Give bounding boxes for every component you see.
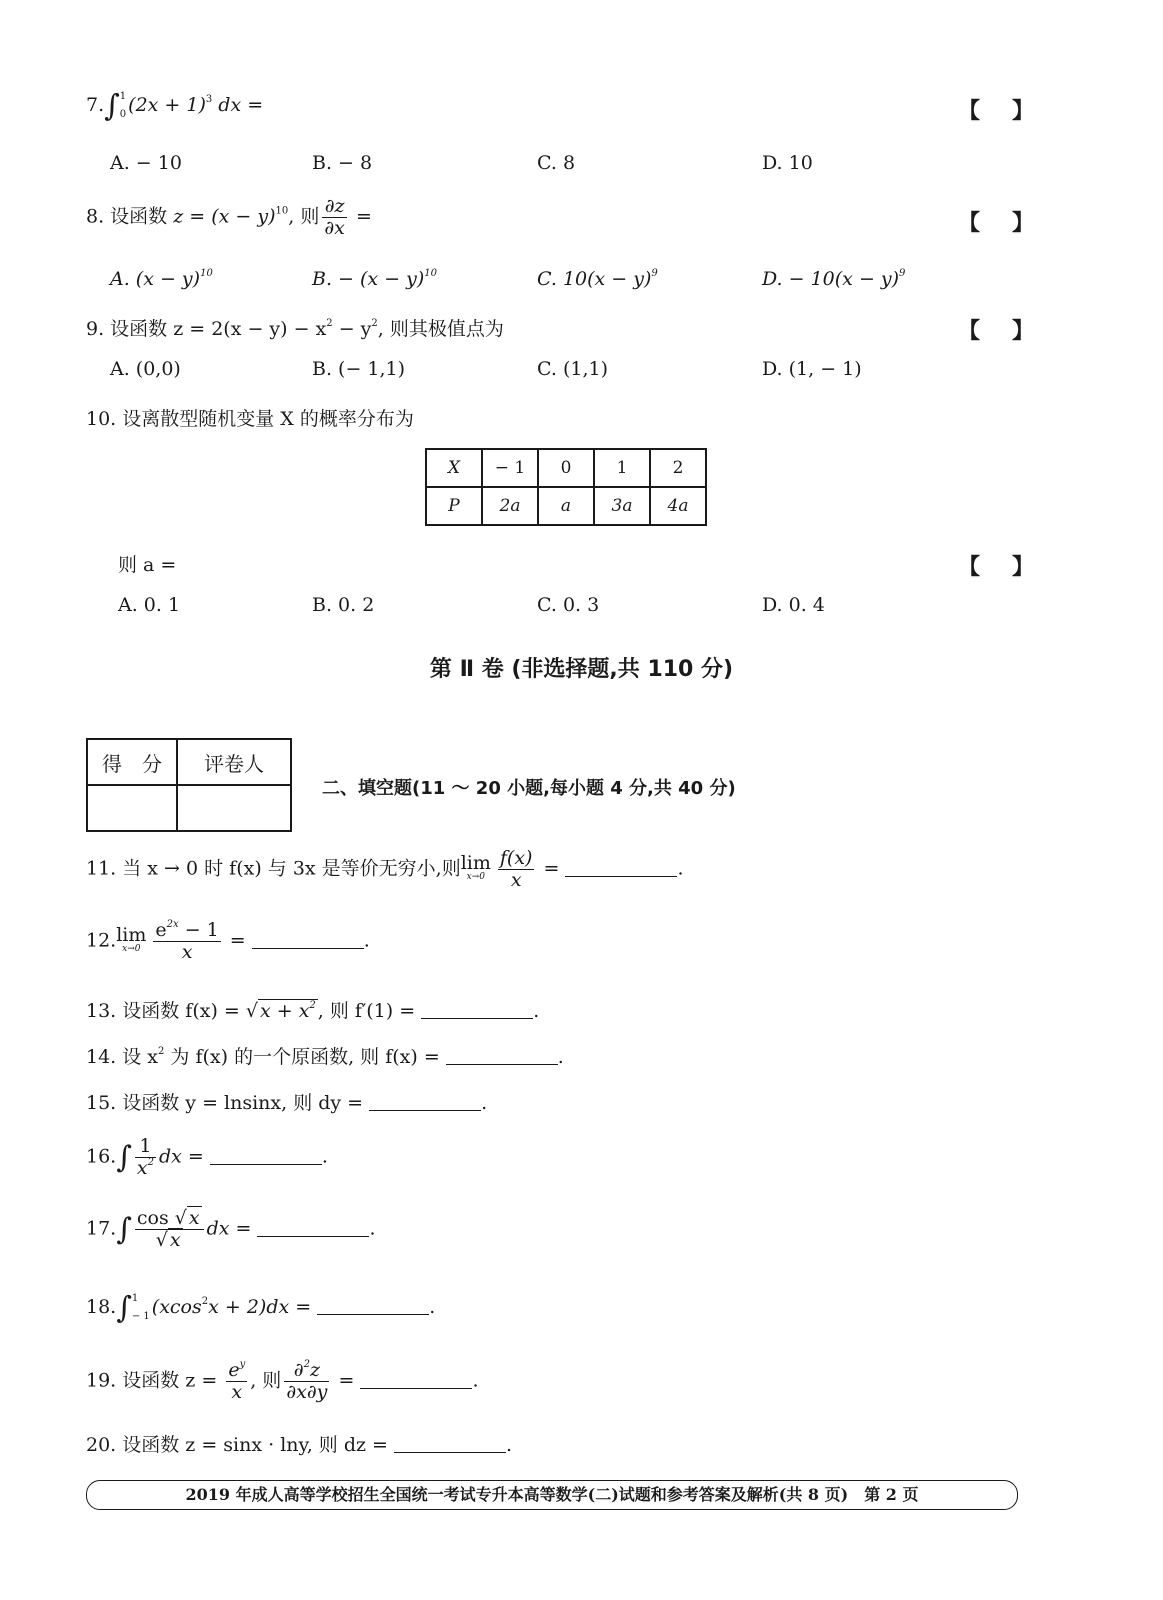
radicand: $x + x^2$	[259, 1000, 316, 1022]
question-7: 7.∫ 1 0 $(2x + 1)^3$ dx =	[86, 88, 264, 124]
answer-blank-14[interactable]	[446, 1046, 558, 1065]
question-18: 18.∫ 1 − 1 (xcos$^2$x + 2)dx = .	[86, 1290, 436, 1326]
partial-derivative-fraction: $\frac{\partial z}{\partial x}$	[324, 195, 345, 239]
q10-option-b: B. 0. 2	[312, 594, 375, 616]
table-row	[426, 487, 706, 525]
q7-option-b: B. − 8	[312, 152, 373, 174]
part-2-title: 二、填空题(11 ～ 20 小题,每小题 4 分,共 40 分)	[322, 778, 736, 799]
q7-option-d: D. 10	[762, 152, 813, 174]
table-cell: a	[538, 487, 594, 525]
table-cell: − 1	[482, 449, 538, 487]
answer-blank-18[interactable]	[317, 1296, 429, 1315]
answer-blank-19[interactable]	[360, 1370, 472, 1389]
question-11: 11. 当 x → 0 时 f(x) 与 3x 是等价无穷小,则lim x→0 $\frac{f(x)}{x}$ = .	[86, 847, 684, 891]
question-12: 12.lim x→0 $\frac{e^{2x} - 1}{x}$ = .	[86, 919, 370, 963]
q8-option-d: D. − $10(x - y)^9$	[762, 268, 906, 290]
partial-derivative-fraction: $\frac{\partial^2z}{\partial x\partial y}$	[286, 1359, 328, 1403]
answer-blank-12[interactable]	[252, 930, 364, 949]
answer-blank-20[interactable]	[394, 1434, 506, 1453]
question-9: 9. 设函数 $z = 2(x - y) - x^2 - y^2$, 则其极值点为	[86, 318, 504, 340]
integral-sign: ∫	[116, 1290, 132, 1326]
question-10-ask: 则 a =	[118, 554, 177, 576]
fraction: $\frac{1}{x^2}$	[136, 1135, 154, 1179]
question-15: 15. 设函数 y = lnsinx, 则 dy = .	[86, 1092, 488, 1114]
fraction: $\frac{e^{2x} - 1}{x}$	[155, 919, 219, 963]
section-title: 第 Ⅱ 卷 (非选择题,共 110 分)	[429, 657, 734, 682]
question-20: 20. 设函数 z = sinx · lny, 则 dz = .	[86, 1434, 513, 1456]
q9-option-d: D. (1, − 1)	[762, 358, 862, 380]
probability-distribution-table	[425, 448, 707, 526]
answer-blank-16[interactable]	[210, 1146, 322, 1165]
table-cell: 3a	[594, 487, 650, 525]
table-cell: 0	[538, 449, 594, 487]
grader-header: 评卷人	[177, 739, 291, 785]
table-cell: 2a	[482, 487, 538, 525]
question-10: 10. 设离散型随机变量 X 的概率分布为	[86, 408, 414, 430]
q7-option-c: C. 8	[537, 152, 576, 174]
q8-option-b: B. − $(x - y)^{10}$	[312, 268, 438, 290]
score-table	[86, 738, 292, 832]
table-cell: P	[426, 487, 482, 525]
q10-option-d: D. 0. 4	[762, 594, 825, 616]
answer-blank-15[interactable]	[369, 1092, 481, 1111]
integral-sign: ∫	[104, 88, 120, 124]
integral-limits: 1 − 1	[131, 1293, 150, 1322]
q8-option-c: C. $10(x - y)^9$	[537, 268, 658, 290]
question-19: 19. 设函数 z = $\frac{e^y}{x}$ , 则 $\frac{\partial^2z}{\partial x\partial y}$ = .	[86, 1359, 479, 1403]
grader-cell[interactable]	[177, 785, 291, 831]
limit-operator: lim x→0	[116, 923, 147, 954]
question-8: 8. 设函数 $z = (x - y)^{10}$, 则 $\frac{\partial z}{\partial x}$ =	[86, 195, 372, 239]
answer-blank-13[interactable]	[421, 1000, 533, 1019]
question-17: 17.∫ $\frac{\cos √ x}{√ x}$ dx = .	[86, 1207, 376, 1251]
q8-option-a: A. $(x - y)^{10}$	[110, 268, 213, 290]
page-footer: 2019 年成人高等学校招生全国统一考试专升本高等数学(二)试题和参考答案及解析(共 8 页) 第 2 页	[86, 1480, 1018, 1510]
table-row	[87, 785, 291, 831]
answer-blank-11[interactable]	[565, 858, 677, 877]
table-cell: 4a	[650, 487, 706, 525]
table-row	[426, 449, 706, 487]
score-header: 得 分	[87, 739, 177, 785]
fraction: $\frac{e^y}{x}$	[228, 1359, 246, 1403]
q9-option-b: B. (− 1,1)	[312, 358, 406, 380]
q9-option-a: A. (0,0)	[110, 358, 181, 380]
q9-option-c: C. (1,1)	[537, 358, 608, 380]
question-14: 14. 设 $x^2$ 为 f(x) 的一个原函数, 则 f(x) = .	[86, 1046, 564, 1068]
table-cell: X	[426, 449, 482, 487]
table-cell: 2	[650, 449, 706, 487]
integral-sign: ∫	[116, 1212, 132, 1247]
integral-sign: ∫	[116, 1140, 132, 1175]
limit-operator: lim x→0	[460, 851, 491, 882]
fraction: $\frac{f(x)}{x}$	[499, 847, 533, 891]
q10-option-a: A. 0. 1	[118, 594, 181, 616]
fraction: $\frac{\cos √ x}{√ x}$	[135, 1208, 204, 1251]
q7-option-a: A. − 10	[110, 152, 182, 174]
integral-limits: 1 0	[119, 91, 127, 120]
q10-option-c: C. 0. 3	[537, 594, 600, 616]
question-16: 16.∫ $\frac{1}{x^2}$ dx = .	[86, 1135, 328, 1179]
table-row	[87, 739, 291, 785]
table-cell: 1	[594, 449, 650, 487]
score-cell[interactable]	[87, 785, 177, 831]
answer-blank-17[interactable]	[257, 1218, 369, 1237]
sqrt-icon: √	[245, 1000, 258, 1022]
question-13: 13. 设函数 f(x) = √ $x + x^2$ , 则 f′(1) = .	[86, 1000, 540, 1022]
